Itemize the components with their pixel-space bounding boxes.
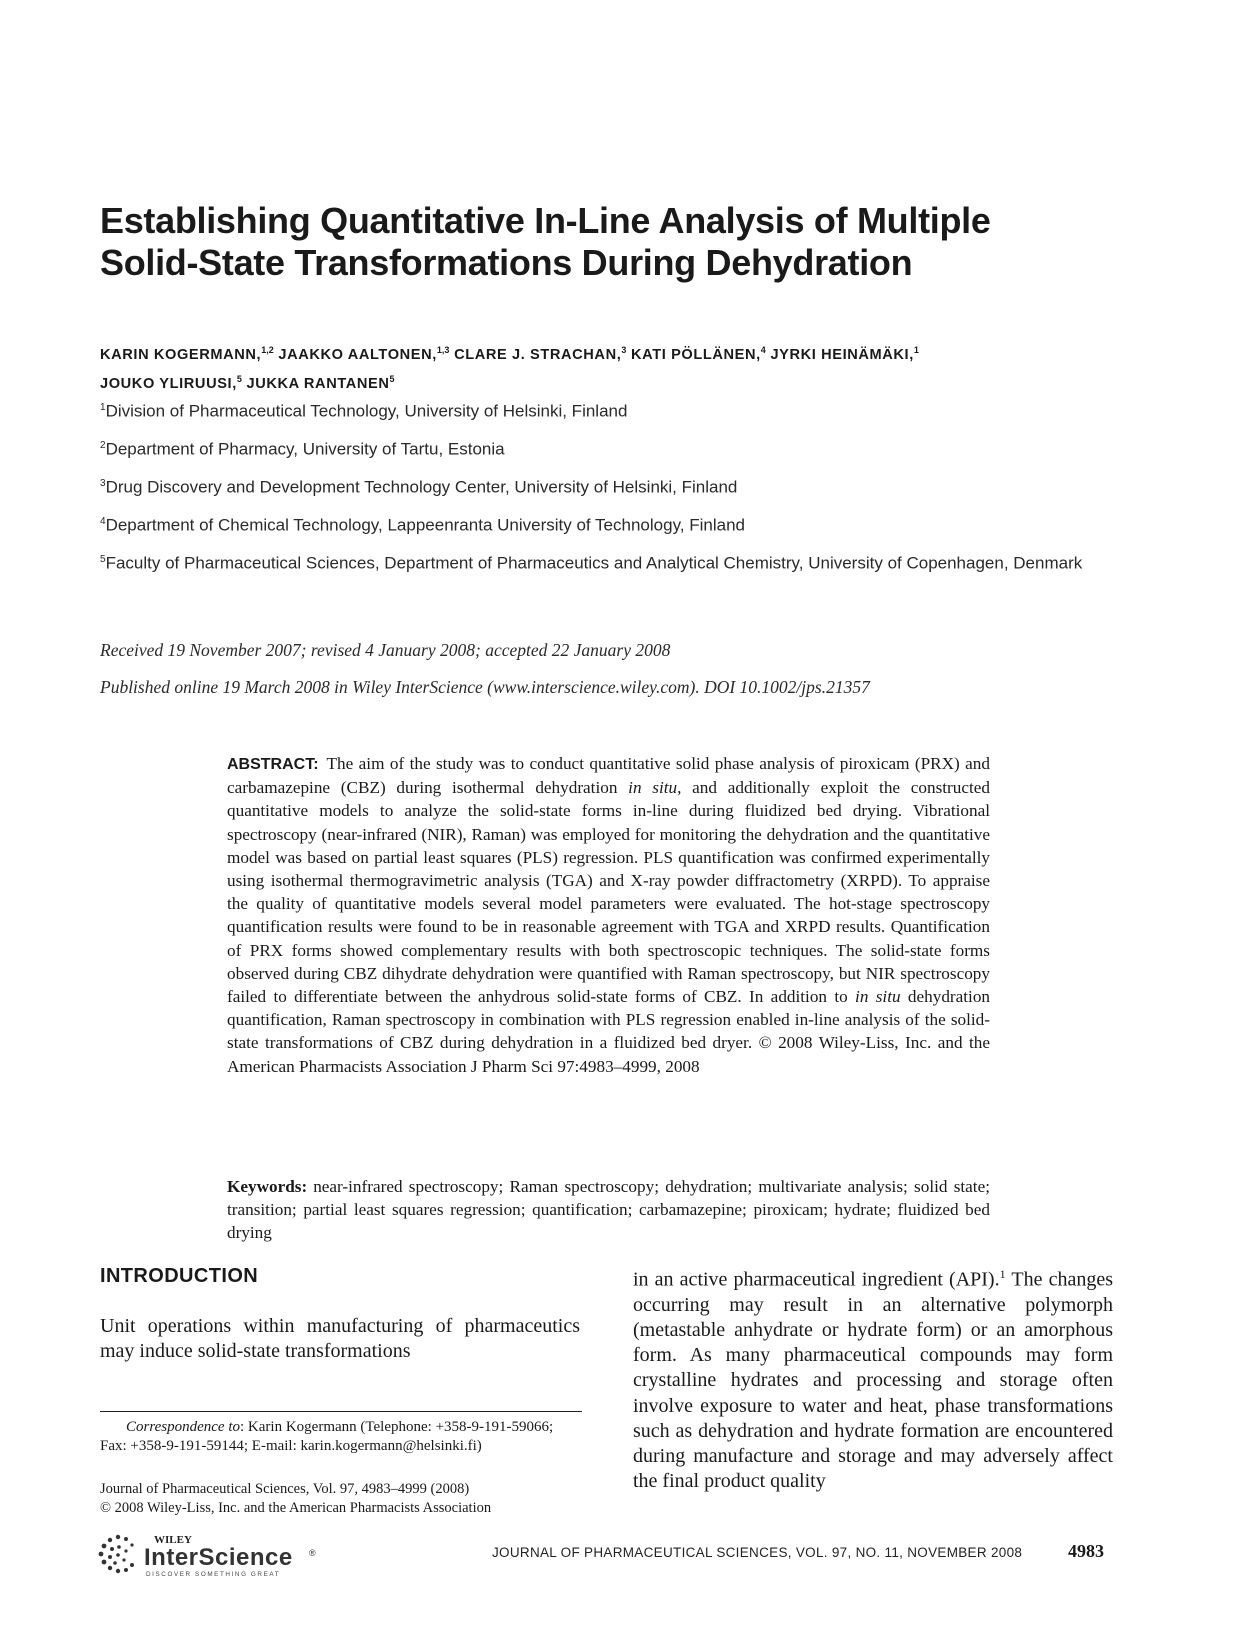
- author-name: CLARE J. STRACHAN,: [454, 346, 622, 363]
- author-name: JOUKO YLIRUUSI,: [100, 375, 237, 392]
- affiliation-marker: 4: [100, 516, 106, 527]
- copyright-line: © 2008 Wiley-Liss, Inc. and the American Pharmacists Association: [100, 1500, 492, 1516]
- interscience-wordmark: InterScience: [144, 1544, 293, 1571]
- wiley-interscience-logo-icon: [96, 1530, 356, 1580]
- logo-tagline: DISCOVER SOMETHING GREAT: [146, 1571, 281, 1578]
- author-list: [100, 338, 1150, 396]
- received-dates: Received 19 November 2007; revised 4 January 2008; accepted 22 January 2008: [100, 640, 671, 660]
- keywords-text: near-infrared spectroscopy; Raman spectroscopy; dehydration; multivariate analysis; solid state; transition; partial least squares regression; quantification; carbamazepine; piroxicam; hydrate; fluidized bed drying: [227, 1177, 990, 1243]
- author-name: JYRKI HEINÄMÄKI,: [770, 346, 914, 363]
- correspondence-footnote: [100, 1418, 582, 1456]
- running-footer: JOURNAL OF PHARMACEUTICAL SCIENCES, VOL. 97, NO. 11, NOVEMBER 2008: [492, 1545, 1023, 1560]
- affiliation-3: [100, 472, 1140, 499]
- affiliation-4: [100, 510, 1140, 537]
- journal-citation: [100, 1480, 582, 1518]
- author-affiliation-marker: 1,2: [261, 345, 274, 355]
- introduction-heading: INTRODUCTION: [100, 1265, 259, 1287]
- introduction-text: The changes occurring may result in an alternative polymorph (metastable anhydrate or hydrate form) or an amorphous form. As many pharmaceutical compounds may form crystalline hydrates and processing and storage often involve exposure to water and heat, phase transformations such as dehydration and hydrate formation are encountered during manufacture and storage and may adversely affect the final product quality: [633, 1268, 1113, 1493]
- affiliation-marker: 3: [100, 478, 106, 489]
- registered-mark: ®: [309, 1548, 316, 1558]
- affiliation-marker: 5: [100, 554, 106, 565]
- affiliation-text: Drug Discovery and Development Technology Center, University of Helsinki, Finland: [105, 477, 738, 497]
- author-affiliation-marker: 5: [236, 373, 242, 384]
- affiliation-text: Faculty of Pharmaceutical Sciences, Department of Pharmaceutics and Analytical Chemistry, University of Copenhagen, Denmark: [105, 553, 1083, 573]
- keywords-label: Keywords:: [227, 1177, 308, 1196]
- citation-marker: 1: [999, 1267, 1006, 1281]
- author-affiliation-marker: 3: [621, 345, 627, 355]
- author-affiliation-marker: 1,3: [436, 345, 450, 355]
- abstract-italic-term: in situ: [855, 987, 901, 1007]
- author-affiliation-marker: 4: [760, 345, 766, 355]
- page-number: 4983: [1068, 1541, 1104, 1561]
- author-affiliation-marker: 5: [389, 373, 395, 384]
- affiliation-2: [100, 434, 1140, 461]
- abstract-text-part-2: , and additionally exploit the constructed quantitative models to analyze the solid-state forms in-line during fluidized bed drying. Vibrational spectroscopy (near-infrared (NIR), Raman) was employed for monitoring the dehydration and the quantitative model was based on partial least squares (PLS) regression. PLS quantification was confirmed experimentally using isothermal thermogravimetric analysis (TGA) and X-ray powder diffractometry (XRPD). To appraise the quality of quantitative models several model parameters were evaluated. The hot-stage spectroscopy quantification results were found to be in reasonable agreement with TGA and XRPD results. Quantification of PRX forms showed complementary results with both spectroscopic techniques. The solid-state forms observed during CBZ dihydrate dehydration were quantified with Raman spectroscopy, but NIR spectroscopy failed to differentiate between the anhydrous solid-state forms of CBZ. In addition to: [227, 778, 991, 1007]
- abstract: [227, 752, 990, 1078]
- affiliation-1: [100, 396, 1140, 423]
- author-name: JUKKA RANTANEN: [246, 375, 390, 392]
- affiliation-marker: 2: [100, 440, 106, 451]
- introduction-text: in an active pharmaceutical ingredient (API).: [633, 1268, 1000, 1291]
- journal-info: Journal of Pharmaceutical Sciences, Vol. 97, 4983–4999 (2008): [100, 1481, 470, 1497]
- wiley-interscience-logo: [96, 1530, 356, 1580]
- affiliation-text: Department of Chemical Technology, Lappeenranta University of Technology, Finland: [105, 515, 746, 535]
- footnote-divider: [100, 1411, 582, 1412]
- article-title-line-2: Solid-State Transformations During Dehydration: [100, 242, 913, 283]
- affiliation-text: Division of Pharmaceutical Technology, University of Helsinki, Finland: [105, 401, 628, 421]
- affiliation-5: [100, 548, 1140, 575]
- correspondence-label: Correspondence to: [126, 1419, 241, 1435]
- introduction-column-1: Unit operations within manufacturing of pharmaceutics may induce solid-state transformations: [100, 1315, 580, 1362]
- author-name: JAAKKO AALTONEN,: [278, 346, 437, 363]
- author-name: KARIN KOGERMANN,: [100, 346, 262, 363]
- correspondence-text: : Karin Kogermann (Telephone: +358-9-191-59066; Fax: +358-9-191-59144; E-mail: karin.kogermann@helsinki.fi): [100, 1419, 554, 1454]
- published-info: Published online 19 March 2008 in Wiley InterScience (www.interscience.wiley.com). DOI 10.1002/jps.21357: [100, 677, 870, 697]
- author-affiliation-marker: 1: [913, 345, 919, 355]
- wiley-wordmark: WILEY: [154, 1534, 192, 1546]
- keywords: [227, 1175, 990, 1245]
- article-title-line-1: Establishing Quantitative In-Line Analysis of Multiple: [100, 200, 991, 241]
- affiliation-marker: 1: [100, 402, 106, 413]
- abstract-italic-term: in situ: [628, 778, 678, 798]
- introduction-column-2: [633, 1262, 1113, 1494]
- abstract-text-part-3: dehydration quantification, Raman spectroscopy in combination with PLS regression enabled in-line analysis of the solid-state transformations of CBZ during dehydration in a fluidized bed dryer. © 2008 Wiley-Liss, Inc. and the American Pharmacists Association J Pharm Sci 97:4983–4999, 2008: [227, 987, 991, 1076]
- affiliation-text: Department of Pharmacy, University of Tartu, Estonia: [105, 439, 505, 459]
- article-title: [100, 200, 1120, 284]
- author-name: KATI PÖLLÄNEN,: [631, 346, 761, 363]
- abstract-text-part-1: The aim of the study was to conduct quantitative solid phase analysis of piroxicam (PRX) and carbamazepine (CBZ) during isothermal dehydration: [227, 754, 990, 798]
- abstract-label: ABSTRACT:: [227, 756, 319, 773]
